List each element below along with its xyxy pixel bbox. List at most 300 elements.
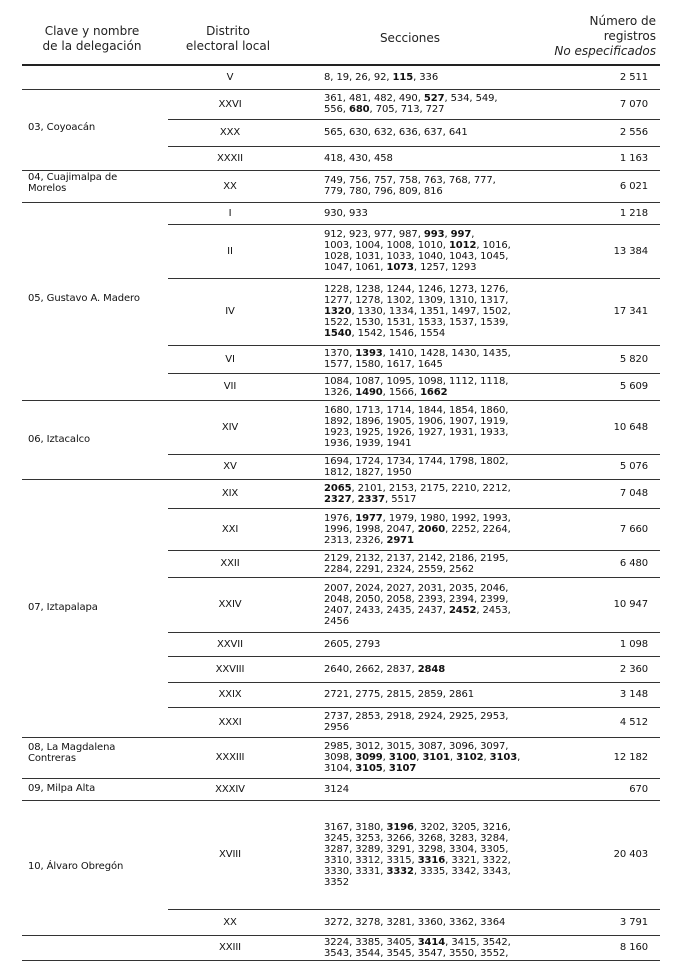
- seccion: 3330: [324, 866, 350, 877]
- delegacion-name-cont: Contreras: [28, 753, 76, 764]
- secciones-cell: 3224, 3385, 3405, 3414, 3415, 3542, 3543, 3544, 3545, 3547, 3550, 3552,: [324, 937, 511, 959]
- registros-cell: 10 648: [613, 422, 648, 433]
- seccion: 977: [373, 229, 393, 240]
- seccion: 1537: [448, 317, 474, 328]
- row-divider: [22, 479, 660, 480]
- seccion: 2456: [324, 616, 350, 627]
- registros-cell: 5 609: [619, 381, 648, 392]
- seccion: 361: [324, 93, 343, 104]
- seccion-bold: 1540: [324, 328, 352, 339]
- seccion: 2007: [324, 583, 350, 594]
- seccion: 3552: [480, 948, 506, 959]
- secciones-cell: 1976, 1977, 1979, 1980, 1992, 1993, 1996, 1998, 2047, 2060, 2252, 2264, 2313, 2326, 2971: [324, 513, 511, 546]
- seccion: 2605: [324, 639, 350, 650]
- secciones-cell: 8, 19, 26, 92, 115, 336: [324, 72, 439, 83]
- seccion: 3405: [386, 937, 412, 948]
- seccion: 2924: [417, 711, 443, 722]
- seccion: 1045: [480, 251, 506, 262]
- seccion: 1844: [417, 405, 443, 416]
- distrito-cell: VII: [223, 381, 237, 392]
- seccion: 2264: [482, 524, 508, 535]
- seccion: 1061: [355, 262, 381, 273]
- seccion-bold: 2337: [357, 494, 386, 505]
- seccion: 3216: [482, 822, 508, 833]
- registros-cell: 6 021: [619, 181, 648, 192]
- secciones-cell: 418, 430, 458: [324, 153, 393, 164]
- seccion: 1812: [324, 467, 350, 478]
- seccion-bold: 527: [423, 93, 445, 104]
- seccion: 1084: [324, 376, 350, 387]
- seccion: 565: [324, 127, 343, 138]
- row-divider: [22, 778, 660, 779]
- seccion-bold: 3332: [386, 866, 414, 877]
- registros-cell: 8 160: [619, 942, 648, 953]
- seccion: 1010: [417, 240, 443, 251]
- header-registros: [526, 14, 656, 62]
- seccion: 1502: [482, 306, 508, 317]
- row-divider: [168, 373, 660, 374]
- seccion: 1118: [480, 376, 506, 387]
- header-registros-line1: Número de: [589, 14, 656, 28]
- seccion-bold: 2065: [324, 483, 352, 494]
- seccion: 2046: [480, 583, 506, 594]
- seccion: 1979: [388, 513, 414, 524]
- seccion: 2031: [417, 583, 443, 594]
- seccion: 1724: [355, 456, 381, 467]
- seccion: 1095: [386, 376, 412, 387]
- seccion: 641: [448, 127, 468, 138]
- seccion: 534: [450, 93, 470, 104]
- delegacion-cell: [28, 742, 168, 764]
- seccion-bold: 1490: [355, 387, 383, 398]
- seccion-bold: 3103: [489, 752, 518, 763]
- seccion: 1714: [386, 405, 412, 416]
- seccion: 1892: [324, 416, 350, 427]
- table-bottom-rule: [22, 960, 660, 961]
- seccion-bold: 1393: [355, 348, 383, 359]
- seccion: 1310: [448, 295, 474, 306]
- seccion: 2048: [324, 594, 350, 605]
- secciones-cell: 361, 481, 482, 490, 527, 534, 549, 556, 680, 705, 713, 727: [324, 93, 498, 115]
- distrito-cell: IV: [225, 306, 235, 317]
- header-registros-line2: registros: [603, 29, 656, 43]
- seccion: 3104: [324, 763, 350, 774]
- seccion: 482: [373, 93, 393, 104]
- seccion: 1617: [386, 359, 412, 370]
- header-secciones: Secciones: [379, 31, 441, 45]
- seccion-bold: 997: [450, 229, 472, 240]
- seccion-bold: 2327: [324, 494, 352, 505]
- delegacion-name: 06, Iztacalco: [28, 434, 91, 445]
- seccion-bold: 2452: [448, 605, 477, 616]
- seccion: 637: [423, 127, 443, 138]
- seccion: 1530: [355, 317, 381, 328]
- seccion: 3124: [324, 784, 350, 795]
- seccion: 1330: [357, 306, 383, 317]
- seccion: 3097: [480, 741, 506, 752]
- seccion: 3283: [448, 833, 474, 844]
- registros-cell: 7 660: [619, 524, 648, 535]
- seccion: 2142: [417, 553, 443, 564]
- delegacion-cell: [28, 434, 168, 445]
- seccion: 1277: [324, 295, 350, 306]
- seccion: 933: [348, 208, 368, 219]
- seccion: 756: [348, 175, 368, 186]
- seccion: 1276: [480, 284, 506, 295]
- seccion: 2252: [451, 524, 477, 535]
- seccion: 3547: [417, 948, 443, 959]
- seccion: 1645: [417, 359, 443, 370]
- seccion: 3278: [355, 917, 381, 928]
- seccion: 1896: [355, 416, 381, 427]
- secciones-cell: 1084, 1087, 1095, 1098, 1112, 1118, 1326, 1490, 1566, 1662: [324, 376, 509, 398]
- distrito-cell: XXXIII: [215, 752, 245, 763]
- seccion: 3544: [355, 948, 381, 959]
- row-divider: [22, 170, 660, 171]
- seccion: 816: [423, 186, 443, 197]
- seccion-bold: 1073: [386, 262, 414, 273]
- registros-cell: 1 098: [619, 639, 648, 650]
- registros-cell: 1 163: [619, 153, 648, 164]
- seccion: 2024: [355, 583, 381, 594]
- delegacion-name: 10, Álvaro Obregón: [28, 861, 124, 872]
- seccion: 3543: [324, 948, 350, 959]
- seccion: 1734: [386, 456, 412, 467]
- distrito-cell: XXIV: [218, 599, 242, 610]
- seccion: 3167: [324, 822, 350, 833]
- seccion: 1430: [451, 348, 477, 359]
- seccion: 1827: [355, 467, 381, 478]
- seccion: 1939: [355, 438, 381, 449]
- seccion: 758: [398, 175, 418, 186]
- seccion-bold: 115: [392, 72, 414, 83]
- seccion: 2721: [324, 689, 350, 700]
- registros-cell: 7 070: [619, 99, 648, 110]
- seccion: 749: [324, 175, 343, 186]
- seccion: 2284: [324, 564, 350, 575]
- seccion: 2453: [482, 605, 508, 616]
- seccion: 3360: [417, 917, 443, 928]
- seccion: 3335: [420, 866, 446, 877]
- seccion: 3281: [386, 917, 412, 928]
- seccion: 2407: [324, 605, 350, 616]
- seccion: 2058: [386, 594, 412, 605]
- distrito-cell: XXI: [221, 524, 239, 535]
- seccion: 2047: [386, 524, 412, 535]
- seccion: 2737: [324, 711, 350, 722]
- seccion-bold: 3102: [456, 752, 484, 763]
- seccion: 1087: [355, 376, 381, 387]
- delegacion-name: 09, Milpa Alta: [28, 783, 96, 794]
- seccion: 1998: [355, 524, 381, 535]
- seccion: 636: [398, 127, 418, 138]
- seccion: 1854: [448, 405, 474, 416]
- secciones-cell: 2605, 2793: [324, 639, 381, 650]
- seccion: 1273: [448, 284, 474, 295]
- registros-cell: 10 947: [613, 599, 648, 610]
- seccion: 713: [400, 104, 420, 115]
- seccion: 3310: [324, 855, 350, 866]
- seccion: 2175: [420, 483, 446, 494]
- registros-cell: 2 556: [619, 127, 648, 138]
- seccion: 3304: [448, 844, 474, 855]
- seccion: 2853: [355, 711, 381, 722]
- seccion: 930: [324, 208, 343, 219]
- seccion: 3205: [451, 822, 477, 833]
- seccion: 481: [348, 93, 368, 104]
- registros-cell: 5 820: [619, 354, 648, 365]
- row-divider: [168, 550, 660, 551]
- seccion-bold: 3101: [422, 752, 450, 763]
- delegacion-cell: [28, 783, 168, 794]
- header-delegacion-line1: Clave y nombre: [44, 24, 140, 38]
- seccion: 3266: [386, 833, 412, 844]
- delegacion-cell: [28, 602, 168, 613]
- registros-cell: 2 360: [619, 664, 648, 675]
- seccion: 418: [324, 153, 343, 164]
- seccion: 3364: [480, 917, 506, 928]
- delegacion-name-cont: Morelos: [28, 183, 67, 194]
- seccion: 3312: [355, 855, 381, 866]
- row-divider: [168, 224, 660, 225]
- seccion: 2399: [480, 594, 506, 605]
- distrito-cell: XXVIII: [215, 664, 245, 675]
- seccion: 630: [348, 127, 368, 138]
- delegacion-name: 04, Cuajimalpa de: [28, 172, 118, 183]
- seccion: 1531: [386, 317, 412, 328]
- delegacion-cell: [28, 293, 168, 304]
- registros-cell: 670: [629, 784, 648, 795]
- seccion-bold: 2848: [417, 664, 446, 675]
- row-divider: [168, 682, 660, 683]
- seccion: 1927: [417, 427, 443, 438]
- distrito-cell: XV: [223, 461, 237, 472]
- seccion-bold: 1320: [324, 306, 352, 317]
- seccion: 556: [324, 104, 343, 115]
- seccion: 1112: [448, 376, 474, 387]
- seccion: 2132: [355, 553, 381, 564]
- seccion: 3253: [355, 833, 381, 844]
- seccion: 1941: [386, 438, 412, 449]
- secciones-cell: 2007, 2024, 2027, 2031, 2035, 2046, 2048, 2050, 2058, 2393, 2394, 2399, 2407, 2433, 2435, 2437, 2452, 2453, 2456: [324, 583, 511, 627]
- seccion: 1993: [482, 513, 508, 524]
- distrito-cell: V: [226, 72, 234, 83]
- seccion: 1016: [482, 240, 508, 251]
- header-rule: [22, 64, 660, 66]
- seccion: 3015: [386, 741, 412, 752]
- seccion: 1580: [355, 359, 381, 370]
- seccion: 1428: [420, 348, 446, 359]
- seccion: 92: [373, 72, 387, 83]
- seccion: 763: [423, 175, 443, 186]
- seccion: 1309: [417, 295, 443, 306]
- seccion: 1317: [480, 295, 506, 306]
- seccion-bold: 2971: [386, 535, 414, 546]
- seccion: 1926: [386, 427, 412, 438]
- distrito-cell: XXX: [219, 127, 241, 138]
- seccion: 3322: [482, 855, 508, 866]
- seccion: 1522: [324, 317, 350, 328]
- seccion: 1802: [480, 456, 506, 467]
- seccion: 2291: [355, 564, 381, 575]
- distrito-cell: XVIII: [218, 849, 242, 860]
- registros-cell: 17 341: [613, 306, 648, 317]
- secciones-cell: 912, 923, 977, 987, 993, 997, 1003, 1004, 1008, 1010, 1012, 1016, 1028, 1031, 1033, 1040, 1043, 1045, 1047, 1061, 1073, 1257, 1293: [324, 229, 511, 273]
- row-divider: [168, 345, 660, 346]
- seccion: 3385: [355, 937, 381, 948]
- delegacion-name: 05, Gustavo A. Madero: [28, 293, 140, 304]
- seccion: 1497: [451, 306, 477, 317]
- seccion: 2956: [324, 722, 350, 733]
- distrito-cell: II: [227, 246, 233, 257]
- seccion: 1435: [482, 348, 508, 359]
- distrito-cell: XIX: [221, 488, 239, 499]
- seccion: 549: [475, 93, 495, 104]
- registros-cell: 7 048: [619, 488, 648, 499]
- row-divider: [168, 577, 660, 578]
- seccion: 1950: [386, 467, 412, 478]
- seccion: 1713: [355, 405, 381, 416]
- seccion: 2393: [417, 594, 443, 605]
- seccion: 1326: [324, 387, 350, 398]
- seccion: 780: [348, 186, 368, 197]
- registros-cell: 6 480: [619, 558, 648, 569]
- seccion: 1546: [388, 328, 414, 339]
- row-divider: [168, 656, 660, 657]
- distrito-cell: XX: [223, 917, 237, 928]
- seccion: 1257: [420, 262, 446, 273]
- seccion-bold: 3196: [386, 822, 414, 833]
- seccion: 3545: [386, 948, 412, 959]
- seccion: 3315: [386, 855, 412, 866]
- row-divider: [168, 119, 660, 120]
- delegacion-name: 03, Coyoacán: [28, 122, 96, 133]
- seccion: 1931: [448, 427, 474, 438]
- secciones-cell: 2129, 2132, 2137, 2142, 2186, 2195, 2284, 2291, 2324, 2559, 2562: [324, 553, 509, 575]
- distrito-cell: XXIII: [218, 942, 242, 953]
- seccion: 1680: [324, 405, 350, 416]
- seccion: 2212: [482, 483, 508, 494]
- distrito-cell: XXXI: [218, 717, 242, 728]
- seccion: 2953: [480, 711, 506, 722]
- distrito-cell: XX: [223, 181, 237, 192]
- seccion: 3542: [482, 937, 508, 948]
- seccion: 1098: [417, 376, 443, 387]
- seccion: 1694: [324, 456, 350, 467]
- seccion: 1040: [417, 251, 443, 262]
- seccion: 1566: [388, 387, 414, 398]
- seccion: 2775: [355, 689, 381, 700]
- seccion: 3343: [482, 866, 508, 877]
- seccion: 1533: [417, 317, 443, 328]
- distrito-cell: XXII: [220, 558, 240, 569]
- seccion: 430: [348, 153, 368, 164]
- seccion-bold: 680: [348, 104, 370, 115]
- seccion: 1004: [355, 240, 381, 251]
- seccion: 2918: [386, 711, 412, 722]
- row-divider: [168, 508, 660, 509]
- row-divider: [22, 89, 660, 90]
- secciones-cell: 565, 630, 632, 636, 637, 641: [324, 127, 468, 138]
- seccion: 2925: [448, 711, 474, 722]
- seccion: 2137: [386, 553, 412, 564]
- seccion: 809: [398, 186, 418, 197]
- seccion-bold: 3105: [355, 763, 383, 774]
- row-divider: [168, 707, 660, 708]
- seccion: 2435: [386, 605, 412, 616]
- secciones-cell: 749, 756, 757, 758, 763, 768, 777, 779, 780, 796, 809, 816: [324, 175, 496, 197]
- seccion: 1907: [448, 416, 474, 427]
- seccion: 1860: [480, 405, 506, 416]
- seccion: 777: [473, 175, 493, 186]
- seccion: 3289: [355, 844, 381, 855]
- seccion: 2326: [355, 535, 381, 546]
- secciones-cell: 930, 933: [324, 208, 368, 219]
- seccion: 2101: [357, 483, 383, 494]
- seccion: 3098: [324, 752, 350, 763]
- seccion: 1923: [324, 427, 350, 438]
- header-distrito-line2: electoral local: [185, 39, 271, 53]
- seccion: 3245: [324, 833, 350, 844]
- seccion: 3342: [451, 866, 477, 877]
- seccion-bold: 2060: [417, 524, 446, 535]
- seccion: 2050: [355, 594, 381, 605]
- seccion: 490: [398, 93, 418, 104]
- distrito-cell: XXXIV: [215, 784, 245, 795]
- seccion: 1925: [355, 427, 381, 438]
- seccion: 1410: [388, 348, 414, 359]
- seccion: 779: [324, 186, 343, 197]
- seccion: 1976: [324, 513, 350, 524]
- row-divider: [22, 737, 660, 738]
- seccion: 3362: [448, 917, 474, 928]
- secciones-cell: 2985, 3012, 3015, 3087, 3096, 3097, 3098, 3099, 3100, 3101, 3102, 3103, 3104, 3105, 3107: [324, 741, 521, 774]
- distrito-cell: XXVII: [217, 639, 243, 650]
- seccion: 3291: [386, 844, 412, 855]
- seccion: 2985: [324, 741, 350, 752]
- seccion: 1246: [417, 284, 443, 295]
- row-divider: [22, 400, 660, 401]
- seccion: 1003: [324, 240, 350, 251]
- seccion: 1539: [480, 317, 506, 328]
- registros-cell: 5 076: [619, 461, 648, 472]
- distrito-cell: XXVI: [218, 99, 242, 110]
- seccion-bold: 3100: [388, 752, 417, 763]
- seccion: 3087: [417, 741, 443, 752]
- seccion: 2662: [355, 664, 381, 675]
- seccion: 1992: [451, 513, 477, 524]
- seccion: 1238: [355, 284, 381, 295]
- seccion: 2210: [451, 483, 477, 494]
- seccion: 3180: [355, 822, 381, 833]
- seccion: 3284: [480, 833, 506, 844]
- registros-cell: 12 182: [613, 752, 648, 763]
- distrito-cell: XIV: [221, 422, 239, 433]
- delegacion-name: 07, Iztapalapa: [28, 602, 98, 613]
- seccion: 2035: [448, 583, 474, 594]
- seccion: 3298: [417, 844, 443, 855]
- seccion: 2559: [417, 564, 443, 575]
- seccion: 1980: [420, 513, 446, 524]
- delegacion-cell: [28, 172, 168, 194]
- seccion: 1919: [480, 416, 506, 427]
- seccion: 987: [398, 229, 418, 240]
- secciones-cell: 1370, 1393, 1410, 1428, 1430, 1435, 1577, 1580, 1617, 1645: [324, 348, 511, 370]
- seccion-bold: 993: [423, 229, 445, 240]
- row-divider: [168, 278, 660, 279]
- seccion: 2394: [448, 594, 474, 605]
- registros-cell: 3 791: [619, 917, 648, 928]
